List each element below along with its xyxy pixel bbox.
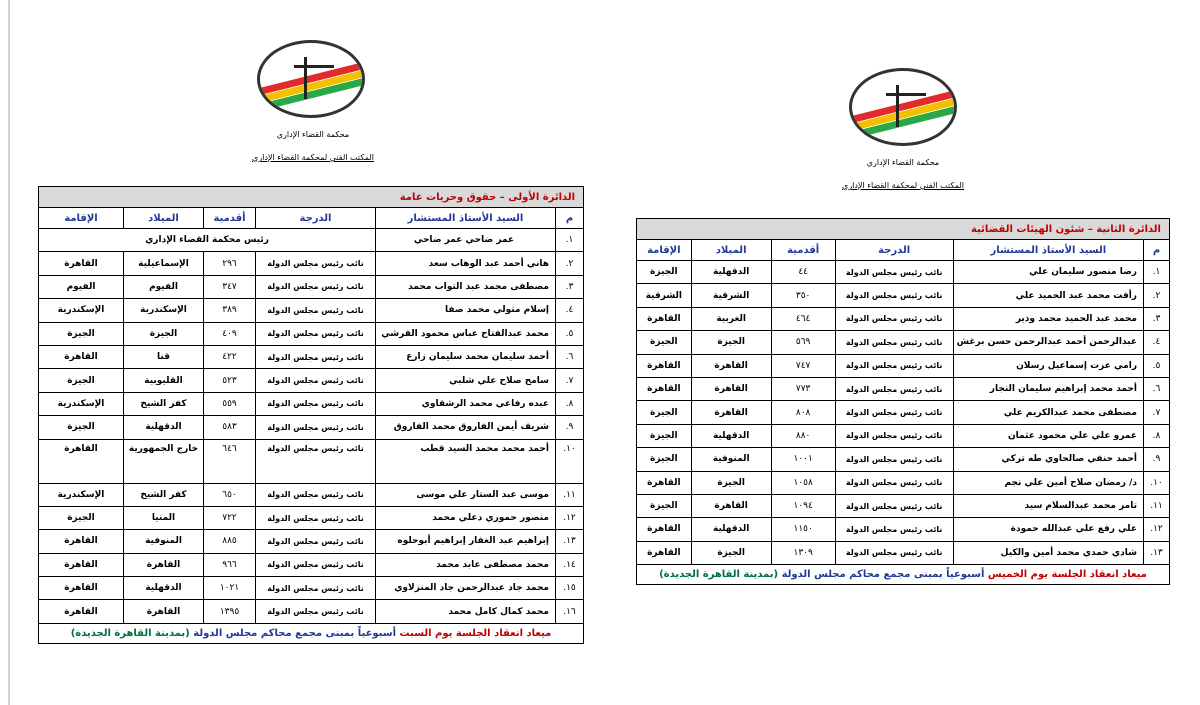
member-degree: نائب رئيس مجلس الدولة <box>256 416 376 439</box>
member-seniority: ١٠٢١ <box>204 577 256 600</box>
header-residence: الإقامة <box>637 240 692 261</box>
member-birthplace: الغربية <box>691 307 771 330</box>
row-number: ٢. <box>556 252 584 275</box>
member-residence: الجيزة <box>637 494 692 517</box>
row-number: ٩. <box>556 416 584 439</box>
org-line1: محكمة القضاء الإداري <box>276 130 350 139</box>
member-name: علي رفع علي عبدالله حمودة <box>953 518 1143 541</box>
member-degree: نائب رئيس مجلس الدولة <box>835 377 953 400</box>
footer-part1: ميعاد انعقاد الجلسة <box>455 627 552 639</box>
footer-part1: ميعاد انعقاد الجلسة <box>1051 569 1147 581</box>
footer-place: أسبوعياً بمبنى مجمع محاكم مجلس الدولة <box>193 627 397 639</box>
right-document <box>636 68 1170 585</box>
table-row <box>637 284 1170 307</box>
footer-city: (بمدينة القاهرة الجديدة) <box>70 627 190 639</box>
member-seniority: ٧٤٧ <box>771 354 835 377</box>
member-degree: نائب رئيس مجلس الدولة <box>835 401 953 424</box>
row-number: ٤. <box>556 299 584 322</box>
member-name: عبدالرحمن أحمد عبدالرحمن حسن برغش <box>953 331 1143 354</box>
member-name: محمد عبدالفتاح عباس محمود القرشي <box>376 322 556 345</box>
member-name: منصور حموري دعلي محمد <box>376 506 556 529</box>
member-degree: نائب رئيس مجلس الدولة <box>835 494 953 517</box>
table-row <box>39 252 584 275</box>
member-birthplace: القليوبية <box>124 369 204 392</box>
member-name: عبده رفاعي محمد الرشقاوي <box>376 392 556 415</box>
member-birthplace: الدقهلية <box>691 261 771 284</box>
member-birthplace: الدقهلية <box>124 416 204 439</box>
member-residence: الفيوم <box>39 275 124 298</box>
member-degree: نائب رئيس مجلس الدولة <box>835 448 953 471</box>
table-row <box>637 261 1170 284</box>
member-seniority: ٩٦٦ <box>204 553 256 576</box>
row-number: ١٢. <box>1144 518 1170 541</box>
member-birthplace: المنوفية <box>691 448 771 471</box>
member-seniority: ٤٦٤ <box>771 307 835 330</box>
table-row <box>637 401 1170 424</box>
member-name: هاني أحمد عبد الوهاب سعد <box>376 252 556 275</box>
member-residence: الجيزة <box>39 322 124 345</box>
table-row <box>39 416 584 439</box>
row-number: ٩. <box>1144 448 1170 471</box>
member-birthplace: الفيوم <box>124 275 204 298</box>
member-residence: الجيزة <box>39 416 124 439</box>
table-row <box>39 229 584 252</box>
member-birthplace: قنا <box>124 345 204 368</box>
member-residence: القاهرة <box>637 377 692 400</box>
member-residence: القاهرة <box>39 577 124 600</box>
member-residence: القاهرة <box>637 518 692 541</box>
member-degree: نائب رئيس مجلس الدولة <box>835 307 953 330</box>
row-number: ١. <box>556 229 584 252</box>
member-residence: الشرقية <box>637 284 692 307</box>
member-birthplace: المنيا <box>124 506 204 529</box>
member-residence: القاهرة <box>39 439 124 483</box>
table-row <box>39 553 584 576</box>
member-residence: الجيزة <box>637 448 692 471</box>
member-residence: القاهرة <box>637 354 692 377</box>
member-seniority: ٨٨٥ <box>204 530 256 553</box>
member-residence: القاهرة <box>39 553 124 576</box>
circuit-title: الدائرة الأولى – حقوق وحريات عامة <box>39 187 584 208</box>
member-name: د/ رمضان صلاح أمين علي نجم <box>953 471 1143 494</box>
member-birthplace: خارج الجمهورية <box>124 439 204 483</box>
member-degree: نائب رئيس مجلس الدولة <box>835 471 953 494</box>
member-birthplace: القاهرة <box>691 354 771 377</box>
header-birth: الميلاد <box>124 208 204 229</box>
member-residence: الجيزة <box>39 369 124 392</box>
member-degree: نائب رئيس مجلس الدولة <box>256 553 376 576</box>
row-number: ٣. <box>556 275 584 298</box>
member-residence: الجيزة <box>39 506 124 529</box>
row-number: ٤. <box>1144 331 1170 354</box>
member-seniority: ٤٠٩ <box>204 322 256 345</box>
member-seniority: ١٣٠٩ <box>771 541 835 564</box>
member-residence: القاهرة <box>39 600 124 623</box>
member-seniority: ١٠٥٨ <box>771 471 835 494</box>
member-birthplace: القاهرة <box>124 553 204 576</box>
member-seniority: ٣٥٠ <box>771 284 835 307</box>
member-name: إسلام متولي محمد صفا <box>376 299 556 322</box>
table-row <box>39 345 584 368</box>
member-birthplace: الجيزة <box>691 471 771 494</box>
row-number: ٣. <box>1144 307 1170 330</box>
row-number: ١١. <box>556 483 584 506</box>
member-birthplace: الجيزة <box>691 331 771 354</box>
table-row <box>39 483 584 506</box>
member-name: أحمد حنفي صالحاوي طه تركي <box>953 448 1143 471</box>
row-number: ٧. <box>556 369 584 392</box>
member-seniority: ١١٥٠ <box>771 518 835 541</box>
member-name: تامر محمد عبدالسلام سيد <box>953 494 1143 517</box>
header-seniority: أقدمية <box>204 208 256 229</box>
row-number: ١١. <box>1144 494 1170 517</box>
member-birthplace: كفر الشيخ <box>124 392 204 415</box>
member-degree: نائب رئيس مجلس الدولة <box>256 369 376 392</box>
header-residence: الإقامة <box>39 208 124 229</box>
right-table <box>636 218 1170 565</box>
member-seniority: ٣٨٩ <box>204 299 256 322</box>
member-residence: القاهرة <box>39 345 124 368</box>
member-seniority: ٨٨٠ <box>771 424 835 447</box>
member-residence: الإسكندرية <box>39 299 124 322</box>
member-name: عمرو علي علي محمود عثمان <box>953 424 1143 447</box>
header-birth: الميلاد <box>691 240 771 261</box>
circuit-title: الدائرة الثانية – شئون الهيئات القضائية <box>637 219 1170 240</box>
member-name: مصطفى محمد عبدالكريم علي <box>953 401 1143 424</box>
table-row <box>39 392 584 415</box>
footer-day: يوم السبت <box>399 627 453 639</box>
table-row <box>637 354 1170 377</box>
member-degree: نائب رئيس مجلس الدولة <box>256 345 376 368</box>
table-row <box>637 424 1170 447</box>
member-seniority: ٦٤٦ <box>204 439 256 483</box>
table-row <box>637 471 1170 494</box>
row-number: ٥. <box>1144 354 1170 377</box>
table-row <box>637 307 1170 330</box>
row-number: ١٣. <box>556 530 584 553</box>
table-row <box>39 530 584 553</box>
member-name: شريف أيمن الفاروق محمد الفاروق <box>376 416 556 439</box>
state-council-logo <box>849 68 957 146</box>
table-row <box>637 448 1170 471</box>
row-number: ٢. <box>1144 284 1170 307</box>
member-birthplace: الشرقية <box>691 284 771 307</box>
president-role: رئيس محكمة القضاء الإداري <box>39 229 376 252</box>
member-seniority: ٥٦٩ <box>771 331 835 354</box>
table-row <box>39 275 584 298</box>
member-degree: نائب رئيس مجلس الدولة <box>835 424 953 447</box>
member-degree: نائب رئيس مجلس الدولة <box>835 284 953 307</box>
member-birthplace: كفر الشيخ <box>124 483 204 506</box>
member-residence: الجيزة <box>637 401 692 424</box>
member-degree: نائب رئيس مجلس الدولة <box>256 299 376 322</box>
table-row <box>637 331 1170 354</box>
org-line1: محكمة القضاء الإداري <box>866 158 940 167</box>
member-residence: الجيزة <box>637 424 692 447</box>
member-birthplace: الإسكندرية <box>124 299 204 322</box>
member-name: موسى عبد الستار علي موسى <box>376 483 556 506</box>
left-document <box>38 40 584 644</box>
row-number: ١٠. <box>1144 471 1170 494</box>
member-birthplace: القاهرة <box>691 401 771 424</box>
row-number: ١. <box>1144 261 1170 284</box>
footer-day: يوم الخميس <box>987 569 1049 581</box>
member-birthplace: المنوفية <box>124 530 204 553</box>
table-row <box>39 369 584 392</box>
member-seniority: ١٠٩٤ <box>771 494 835 517</box>
page-edge-line <box>8 0 10 705</box>
member-birthplace: الدقهلية <box>124 577 204 600</box>
row-number: ١٣. <box>1144 541 1170 564</box>
row-number: ١٢. <box>556 506 584 529</box>
left-table <box>38 186 584 624</box>
header-degree: الدرجة <box>835 240 953 261</box>
member-degree: نائب رئيس مجلس الدولة <box>256 600 376 623</box>
member-seniority: ٨٠٨ <box>771 401 835 424</box>
member-name: محمد جاد عبدالرحمن جاد المنزلاوي <box>376 577 556 600</box>
member-degree: نائب رئيس مجلس الدولة <box>256 439 376 483</box>
table-row <box>39 439 584 483</box>
row-number: ٦. <box>556 345 584 368</box>
member-name: إبراهيم عبد الغفار إبراهيم أبوحلوه <box>376 530 556 553</box>
header-m: م <box>1144 240 1170 261</box>
member-residence: القاهرة <box>637 471 692 494</box>
member-name: سامح صلاح علي شلبي <box>376 369 556 392</box>
table-row <box>39 299 584 322</box>
member-birthplace: الإسماعيلية <box>124 252 204 275</box>
member-residence: الجيزة <box>637 261 692 284</box>
row-number: ٨. <box>556 392 584 415</box>
row-number: ١٦. <box>556 600 584 623</box>
member-seniority: ١٣٩٥ <box>204 600 256 623</box>
member-name: محمد كمال كامل محمد <box>376 600 556 623</box>
member-residence: الجيزة <box>637 331 692 354</box>
member-seniority: ٤٤ <box>771 261 835 284</box>
member-degree: نائب رئيس مجلس الدولة <box>835 331 953 354</box>
session-footer <box>38 624 584 644</box>
member-degree: نائب رئيس مجلس الدولة <box>256 577 376 600</box>
row-number: ١٠. <box>556 439 584 483</box>
member-name: عمر ضاحي عمر ضاحي <box>376 229 556 252</box>
member-birthplace: الدقهلية <box>691 518 771 541</box>
header-name: السيد الأستاذ المستشار <box>953 240 1143 261</box>
member-degree: نائب رئيس مجلس الدولة <box>835 541 953 564</box>
table-row <box>637 377 1170 400</box>
row-number: ٨. <box>1144 424 1170 447</box>
member-name: محمد مصطفى عابد محمد <box>376 553 556 576</box>
member-degree: نائب رئيس مجلس الدولة <box>256 506 376 529</box>
member-seniority: ٧٢٢ <box>204 506 256 529</box>
row-number: ٥. <box>556 322 584 345</box>
table-row <box>39 577 584 600</box>
header-name: السيد الأستاذ المستشار <box>376 208 556 229</box>
table-row <box>637 541 1170 564</box>
member-seniority: ٢٩٦ <box>204 252 256 275</box>
table-row <box>637 494 1170 517</box>
member-name: شادي حمدي محمد أمين والكيل <box>953 541 1143 564</box>
member-birthplace: القاهرة <box>691 494 771 517</box>
member-name: رأفت محمد عبد الحميد علي <box>953 284 1143 307</box>
member-seniority: ١٠٠١ <box>771 448 835 471</box>
member-seniority: ٦٥٠ <box>204 483 256 506</box>
member-degree: نائب رئيس مجلس الدولة <box>256 252 376 275</box>
row-number: ١٤. <box>556 553 584 576</box>
member-degree: نائب رئيس مجلس الدولة <box>835 518 953 541</box>
member-residence: الإسكندرية <box>39 392 124 415</box>
state-council-logo <box>257 40 365 118</box>
member-name: مصطفى محمد عبد التواب محمد <box>376 275 556 298</box>
member-degree: نائب رئيس مجلس الدولة <box>835 354 953 377</box>
member-birthplace: القاهرة <box>124 600 204 623</box>
member-degree: نائب رئيس مجلس الدولة <box>256 275 376 298</box>
row-number: ١٥. <box>556 577 584 600</box>
header-degree: الدرجة <box>256 208 376 229</box>
member-degree: نائب رئيس مجلس الدولة <box>835 261 953 284</box>
table-row <box>637 518 1170 541</box>
row-number: ٧. <box>1144 401 1170 424</box>
member-name: محمد عبد الحميد محمد وذير <box>953 307 1143 330</box>
member-birthplace: الدقهلية <box>691 424 771 447</box>
table-row <box>39 322 584 345</box>
table-row <box>39 600 584 623</box>
header-seniority: أقدمية <box>771 240 835 261</box>
org-line2: المكتب الفني لمحكمة القضاء الإداري <box>841 181 965 190</box>
member-residence: القاهرة <box>39 530 124 553</box>
header-m: م <box>556 208 584 229</box>
member-seniority: ٣٤٧ <box>204 275 256 298</box>
table-row <box>39 506 584 529</box>
member-seniority: ٥٥٩ <box>204 392 256 415</box>
member-seniority: ٥٨٣ <box>204 416 256 439</box>
member-birthplace: الجيزة <box>691 541 771 564</box>
member-seniority: ٧٧٣ <box>771 377 835 400</box>
member-degree: نائب رئيس مجلس الدولة <box>256 530 376 553</box>
member-name: أحمد محمد إبراهيم سليمان النجار <box>953 377 1143 400</box>
member-residence: القاهرة <box>39 252 124 275</box>
member-name: أحمد محمد محمد السيد قطب <box>376 439 556 483</box>
session-footer <box>636 565 1170 585</box>
org-line2: المكتب الفني لمحكمة القضاء الإداري <box>251 153 375 162</box>
member-residence: الإسكندرية <box>39 483 124 506</box>
member-name: رضا منصور سليمان علي <box>953 261 1143 284</box>
footer-place: أسبوعياً بمبنى مجمع محاكم مجلس الدولة <box>781 569 985 581</box>
member-birthplace: القاهرة <box>691 377 771 400</box>
member-residence: القاهرة <box>637 541 692 564</box>
member-birthplace: الجيزة <box>124 322 204 345</box>
member-residence: القاهرة <box>637 307 692 330</box>
member-degree: نائب رئيس مجلس الدولة <box>256 392 376 415</box>
member-name: أحمد سليمان محمد سليمان زارع <box>376 345 556 368</box>
row-number: ٦. <box>1144 377 1170 400</box>
footer-city: (بمدينة القاهرة الجديدة) <box>659 569 779 581</box>
member-seniority: ٥٢٣ <box>204 369 256 392</box>
member-degree: نائب رئيس مجلس الدولة <box>256 322 376 345</box>
member-name: رامي عزت إسماعيل رسلان <box>953 354 1143 377</box>
member-seniority: ٤٢٢ <box>204 345 256 368</box>
member-degree: نائب رئيس مجلس الدولة <box>256 483 376 506</box>
